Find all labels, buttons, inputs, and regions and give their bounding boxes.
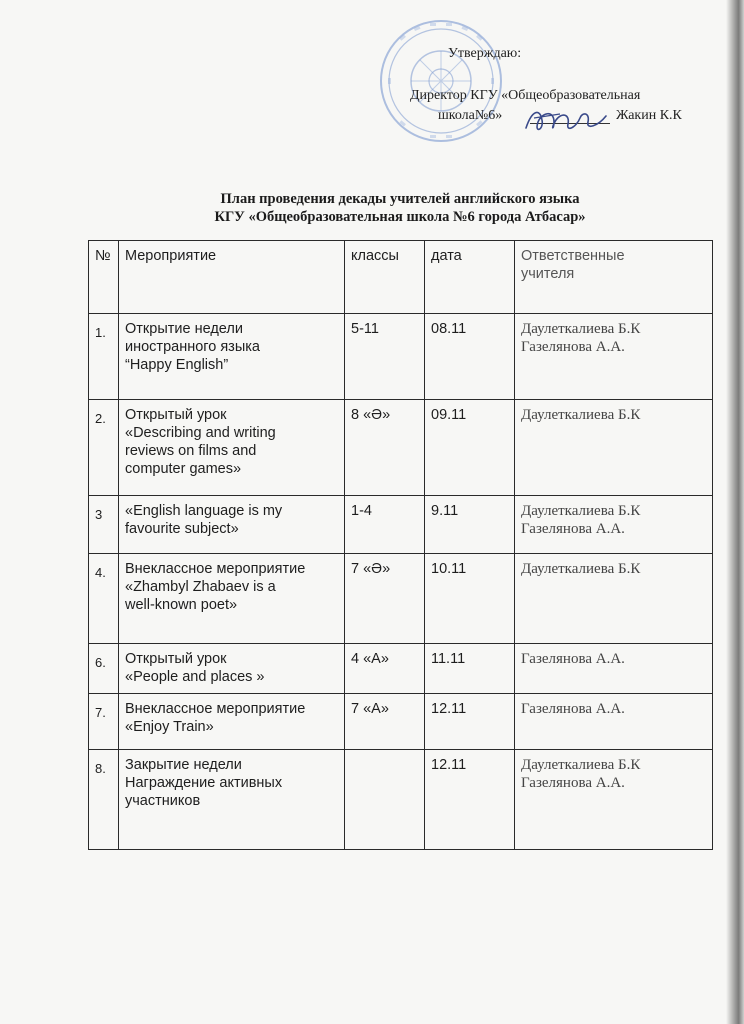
row-classes: 7 «Ә»	[345, 554, 425, 644]
row-classes: 5-11	[345, 314, 425, 400]
row-date: 12.11	[425, 694, 515, 750]
row-date: 09.11	[425, 400, 515, 496]
scan-edge-shadow	[726, 0, 744, 1024]
header-number-text: №	[95, 248, 111, 264]
row-number: 8.	[89, 750, 119, 850]
header-number	[89, 241, 119, 314]
header-classes	[345, 241, 425, 314]
row-event-text: Внеклассное мероприятие «Zhambyl Zhabaev is a well-known poet»	[125, 561, 306, 613]
row-event	[119, 314, 345, 400]
row-classes	[345, 750, 425, 850]
row-teachers	[515, 554, 713, 644]
title-line-1: План проведения декады учителей английского языка	[220, 191, 580, 207]
header-teachers	[515, 241, 713, 314]
row-event-text: Открытие недели иностранного языка “Happy English”	[125, 321, 260, 373]
events-table	[88, 240, 713, 850]
row-event-text: Внеклассное мероприятие «Enjoy Train»	[125, 701, 306, 735]
row-teachers-text: Даулеткалиева Б.К Газелянова А.А.	[521, 503, 641, 537]
row-number: 2.	[89, 400, 119, 496]
row-event-text: Открытый урок «People and places »	[125, 651, 265, 685]
row-date: 10.11	[425, 554, 515, 644]
header-teachers-text: Ответственные учителя	[521, 248, 625, 282]
row-event	[119, 554, 345, 644]
row-teachers	[515, 644, 713, 694]
row-teachers-text: Даулеткалиева Б.К	[521, 561, 641, 577]
document-title	[140, 190, 660, 226]
table-row	[89, 496, 713, 554]
row-event-text: «English language is my favourite subject»	[125, 503, 283, 537]
row-teachers	[515, 694, 713, 750]
director-name: Жакин К.К	[616, 108, 682, 123]
table-row	[89, 554, 713, 644]
row-classes: 1-4	[345, 496, 425, 554]
row-number: 7.	[89, 694, 119, 750]
row-teachers-text: Даулеткалиева Б.К Газелянова А.А.	[521, 757, 641, 791]
header-date-text: дата	[431, 248, 462, 264]
table-row	[89, 314, 713, 400]
row-number: 3	[89, 496, 119, 554]
row-classes: 4 «А»	[345, 644, 425, 694]
row-classes: 7 «А»	[345, 694, 425, 750]
row-teachers-text: Газелянова А.А.	[521, 651, 625, 667]
table-row	[89, 644, 713, 694]
row-number: 4.	[89, 554, 119, 644]
table-row	[89, 400, 713, 496]
row-event-text: Открытый урок «Describing and writing reviews on films and computer games»	[125, 407, 276, 477]
row-event-text: Закрытие недели Награждение активных участников	[125, 757, 283, 809]
row-classes: 8 «Ә»	[345, 400, 425, 496]
director-title: Директор КГУ «Общеобразовательная	[410, 88, 641, 103]
row-date: 08.11	[425, 314, 515, 400]
row-teachers	[515, 314, 713, 400]
header-date	[425, 241, 515, 314]
row-date: 11.11	[425, 644, 515, 694]
row-date: 9.11	[425, 496, 515, 554]
header-event-text: Мероприятие	[125, 248, 217, 264]
header-classes-text: классы	[351, 248, 399, 264]
row-event	[119, 750, 345, 850]
row-date: 12.11	[425, 750, 515, 850]
header-event	[119, 241, 345, 314]
row-event	[119, 694, 345, 750]
signature-icon	[520, 100, 612, 140]
row-teachers-text: Даулеткалиева Б.К Газелянова А.А.	[521, 321, 641, 355]
row-event	[119, 644, 345, 694]
title-line-2: КГУ «Общеобразовательная школа №6 города Атбасар»	[214, 209, 586, 225]
row-event	[119, 400, 345, 496]
row-teachers	[515, 400, 713, 496]
row-number: 6.	[89, 644, 119, 694]
row-teachers	[515, 750, 713, 850]
row-teachers-text: Газелянова А.А.	[521, 701, 625, 717]
row-teachers-text: Даулеткалиева Б.К	[521, 407, 641, 423]
row-teachers	[515, 496, 713, 554]
approval-label: Утверждаю:	[448, 46, 522, 61]
row-event	[119, 496, 345, 554]
table-header-row	[89, 241, 713, 314]
school-name: школа№6»	[438, 108, 503, 123]
row-number: 1.	[89, 314, 119, 400]
table-row	[89, 750, 713, 850]
table-row	[89, 694, 713, 750]
